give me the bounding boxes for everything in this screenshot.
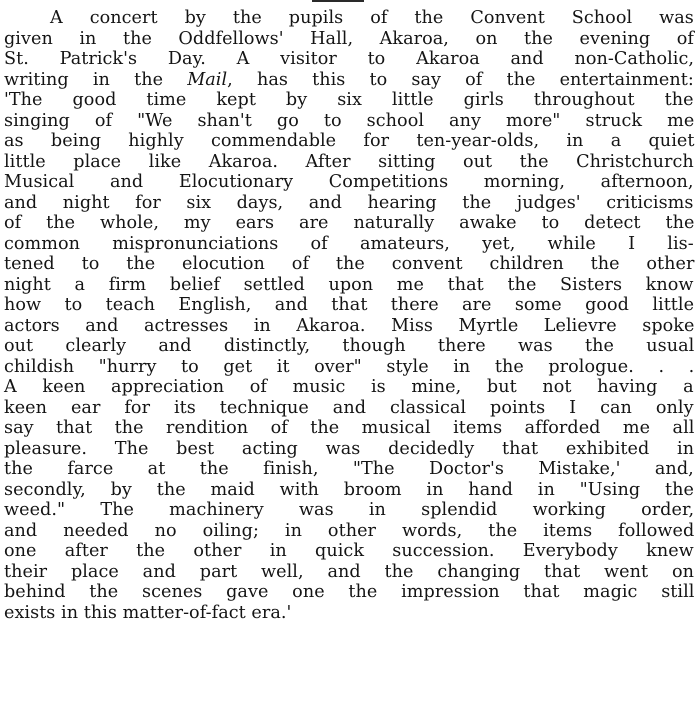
article-line: out clearly and distinctly, though there was the usual xyxy=(4,336,695,356)
article-line: behind the scenes gave one the impression that magic still xyxy=(4,582,695,602)
article-line: pleasure. The best acting was decidedly that exhibited in xyxy=(4,438,695,459)
article-line: say that the rendition of the musical items afforded me all xyxy=(4,418,695,438)
article-line: and needed no oiling; in other words, the items followed xyxy=(4,520,695,541)
newspaper-title: Mail xyxy=(187,69,228,90)
article-line: the farce at the finish, "The Doctor's Mistake,' and, xyxy=(4,459,694,479)
article-line: writing in the Mail, has this to say of the entertainment: xyxy=(4,69,694,90)
article-line: weed." The machinery was in splendid working order, xyxy=(4,500,695,520)
article-line: common mispronunciations of amateurs, yet, while I lis- xyxy=(4,233,694,254)
article-line: singing of "We shan't go to school any more" struck me xyxy=(4,110,695,131)
article-line: secondly, by the maid with broom in hand in "Using the xyxy=(4,479,694,500)
article-line: St. Patrick's Day. A visitor to Akaroa and non-Catholic, xyxy=(4,49,695,69)
article-line: their place and part well, and the changing that went on xyxy=(4,561,694,582)
article-line: exists in this matter-of-fact era.' xyxy=(4,602,292,623)
article-line: actors and actresses in Akaroa. Miss Myrtle Lelievre spoke xyxy=(4,315,695,336)
article-line: A concert by the pupils of the Convent School was xyxy=(50,8,694,28)
article-line: given in the Oddfellows' Hall, Akaroa, on the evening of xyxy=(4,28,694,49)
article-body xyxy=(4,8,694,623)
article-line: and night for six days, and hearing the judges' criticisms xyxy=(4,192,694,213)
article-line: one after the other in quick succession. Everybody knew xyxy=(4,541,694,561)
article-line: Musical and Elocutionary Competitions morning, afternoon, xyxy=(4,172,694,192)
article-line: of the whole, my ears are naturally awake to detect the xyxy=(4,213,695,233)
article-line: childish "hurry to get it over" style in the prologue. . . xyxy=(4,356,695,377)
article-line: little place like Akaroa. After sitting out the Christchurch xyxy=(4,151,694,172)
article-line: keen ear for its technique and classical points I can only xyxy=(4,397,694,418)
article-line: A keen appreciation of music is mine, but not having a xyxy=(4,377,694,397)
top-rule xyxy=(312,0,364,2)
article-line: how to teach English, and that there are some good little xyxy=(4,295,695,315)
article-line: 'The good time kept by six little girls throughout the xyxy=(4,90,694,110)
article-line: as being highly commendable for ten-year-olds, in a quiet xyxy=(4,131,695,151)
article-line: night a firm belief settled upon me that the Sisters know xyxy=(4,274,694,295)
article-line: tened to the elocution of the convent children the other xyxy=(4,254,695,274)
